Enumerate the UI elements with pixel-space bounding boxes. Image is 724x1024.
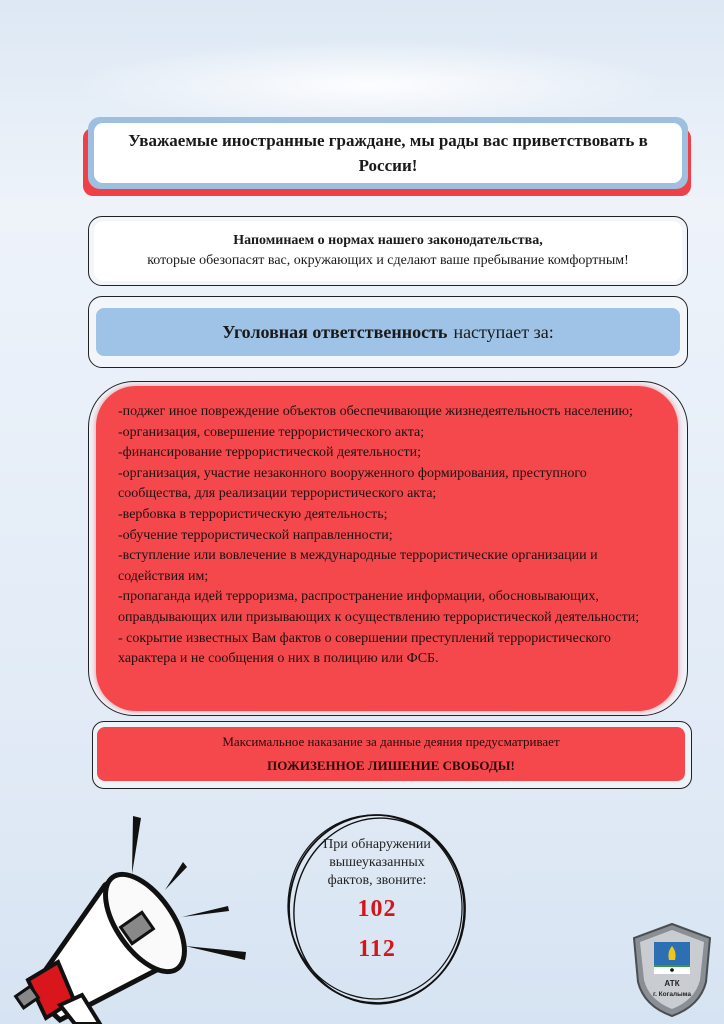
offenses-list	[118, 402, 658, 670]
emblem-line1: АТК	[664, 979, 680, 988]
phone-number-102[interactable]: 102	[357, 896, 397, 922]
liability-bold: Уголовная ответственность	[222, 321, 448, 342]
call-instruction	[282, 836, 472, 890]
offense-item: -вступление или вовлечение в международные террористические организации и содействия им;	[118, 548, 598, 584]
greeting-banner	[88, 117, 688, 189]
greeting-text: Уважаемые иностранные граждане, мы рады вас приветствовать в России!	[94, 123, 682, 183]
liability-banner	[96, 308, 680, 356]
reminder-heading: Напоминаем о нормах нашего законодательства,	[233, 233, 543, 248]
sound-line-icon	[185, 946, 246, 960]
atk-shield-emblem-icon	[630, 922, 714, 1018]
liability-rest: наступает за:	[453, 321, 554, 342]
punishment-text: Максимальное наказание за данные деяния предусматривает	[222, 734, 560, 749]
reminder-subtext: которые обезопасят вас, окружающих и сделают ваше пребывание комфортным!	[147, 253, 629, 268]
offense-item: -пропаганда идей терроризма, распространение информации, обосновывающих, оправдывающих или призывающих к осуществлению террористической деятельности;	[118, 589, 640, 625]
punishment-highlight: ПОЖИЗЕННОЕ ЛИШЕНИЕ СВОБОДЫ!	[267, 758, 515, 773]
offense-item: -вербовка в террористическую деятельность;	[118, 506, 388, 522]
liability-box	[88, 296, 688, 368]
emblem-line2: г. Когалыма	[653, 991, 691, 998]
call-line: При обнаружении	[323, 837, 431, 852]
reminder-box	[88, 216, 688, 286]
offense-item: -поджег иное повреждение объектов обеспечивающие жизнедеятельность населению;	[118, 404, 633, 419]
call-line: фактов, звоните:	[327, 873, 427, 888]
offense-item: -организация, участие незаконного вооруженного формирования, преступного сообщества, для реализации террористического акта;	[118, 465, 587, 502]
sound-line-icon	[132, 816, 141, 874]
call-line: вышеуказанных	[329, 855, 425, 870]
sound-line-icon	[165, 862, 187, 890]
sound-line-icon	[182, 906, 229, 917]
phone-number-112[interactable]: 112	[358, 936, 396, 962]
offense-item: -финансирование террористической деятельности;	[118, 445, 422, 461]
offense-item: -организация, совершение террористического акта;	[118, 424, 425, 440]
offense-item: - сокрытие известных Вам фактов о совершении преступлений террористического характера и не сообщения о них в полицию или ФСБ.	[118, 630, 611, 667]
punishment-box	[97, 727, 685, 781]
megaphone-icon	[0, 810, 260, 1024]
offense-item: -обучение террористической направленности;	[118, 527, 393, 543]
